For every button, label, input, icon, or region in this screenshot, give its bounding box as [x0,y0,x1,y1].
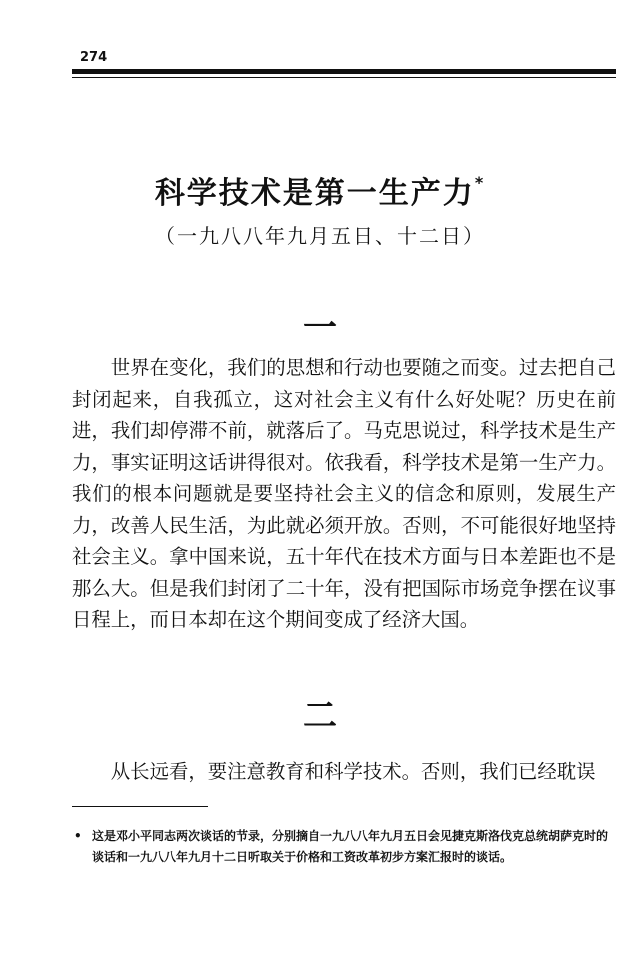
title-text: 科学技术是第一生产力 [154,176,475,211]
section-one-paragraph: 世界在变化，我们的思想和行动也要随之而变。过去把自己封闭起来，自我孤立，这对社会主义有什么好处呢？历史在前进，我们却停滞不前，就落后了。马克思说过，科学技术是生产力，事实证明这话讲得很对。依我看，科学技术是第一生产力。我们的根本问题就是要坚持社会主义的信念和原则，发展生产力，改善人民生活，为此就必须开放。否则，不可能很好地坚持社会主义。拿中国来说，五十年代在技术方面与日本差距也不是那么大。但是我们封闭了二十年，没有把国际市场竞争摆在议事日程上，而日本却在这个期间变成了经济大国。 [72,356,616,631]
header-rule-thin [72,77,616,78]
section-mark-two: 二 [303,696,337,736]
page-number: 274 [80,50,108,65]
header-rule-thick [72,69,616,74]
footnote-mark: • [74,829,82,843]
footnote [74,826,612,868]
date-subtitle: （一九八八年九月五日、十二日） [155,224,485,248]
title-footnote-marker: * [474,173,486,192]
section-two-paragraph: 从长远看，要注意教育和科学技术。否则，我们已经耽误 [110,760,596,783]
footnote-rule [72,806,208,807]
footnote-text: 这是邓小平同志两次谈话的节录，分别摘自一九八八年九月五日会见捷克斯洛伐克总统胡萨克时的谈话和一九八八年九月十二日听取关于价格和工资改革初步方案汇报时的谈话。 [92,829,609,864]
section-mark-one: 一 [303,308,337,348]
page-title [0,168,640,212]
